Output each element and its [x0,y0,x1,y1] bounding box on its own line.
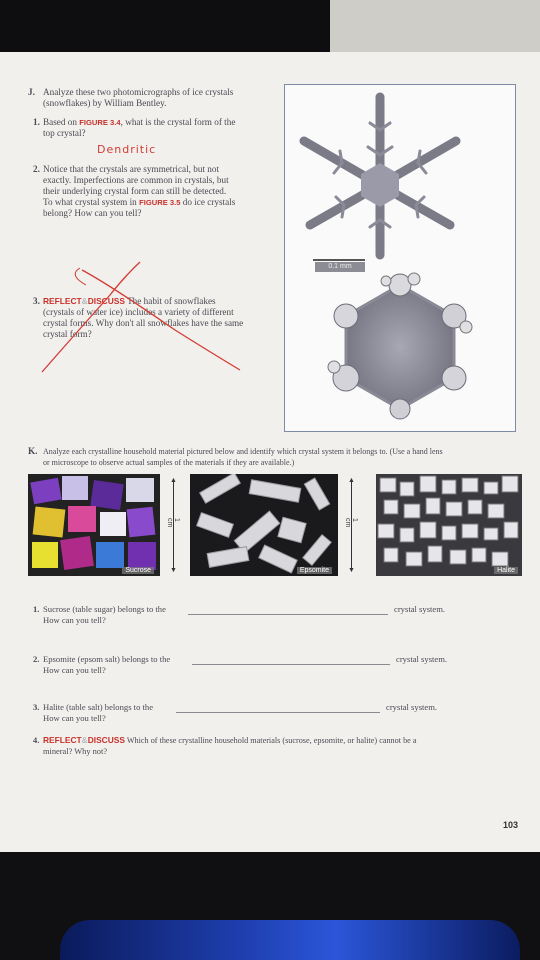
k-q2-suffix: crystal system. [396,654,448,664]
halite-crystals [376,474,522,576]
scale-label-1: 1 cm [166,518,180,528]
ampersand: & [81,296,88,306]
page-number: 103 [503,820,519,830]
q3-line4: crystal form? [43,329,92,339]
pen-stroke-3 [75,268,86,285]
k-q3-line2: How can you tell? [43,713,106,723]
k-q4-line1 [43,735,416,746]
q2-line5: belong? How can you tell? [43,208,142,218]
q1-line1-post: , what is the crystal form of the [120,117,236,127]
arrow-up-icon: ▲ [348,476,355,484]
epsomite-photo [190,474,338,576]
k-q2-number: 2. [33,654,40,664]
section-k-letter: K. [28,446,38,456]
pen-stroke-1 [82,270,240,370]
scale-arrow-1 [168,476,180,576]
k-q4-number: 4. [33,736,40,745]
section-j-intro-line1: Analyze these two photomicrographs of ice crystals [43,87,234,97]
k-q2-answer-blank [192,664,390,665]
reflect-label: REFLECT [43,296,82,306]
plate-snowflake [328,273,472,419]
handwritten-answer: Dendritic [97,143,157,156]
q1-line2: top crystal? [43,128,86,138]
arrow-down-icon: ▼ [170,566,177,574]
k-discuss-label: DISCUSS [87,735,125,745]
figure-ref-3-4: FIGURE 3.4 [79,118,121,127]
q1-number: 1. [33,117,40,127]
k-ampersand: & [81,735,88,745]
epsomite-crystals [190,474,338,576]
sucrose-caption: Sucrose [122,567,154,574]
q3-number: 3. [33,296,40,306]
q3-line1-text: The habit of snowflakes [127,296,216,306]
k-q1-line1: Sucrose (table sugar) belongs to the [43,604,166,614]
epsomite-caption: Epsomite [297,567,332,574]
q2-line4-pre: To what crystal system in [43,197,140,207]
section-j-intro-line2: (snowflakes) by William Bentley. [43,98,167,108]
snowflake-images [285,85,515,431]
k-q1-number: 1. [33,604,40,614]
k-q1-answer-blank [188,614,388,615]
q2-line1: Notice that the crystals are symmetrical, but not [43,164,220,174]
sucrose-crystals [28,474,160,576]
k-reflect-label: REFLECT [43,735,82,745]
k-q3-line1: Halite (table salt) belongs to the [43,702,154,712]
q2-number: 2. [33,164,40,174]
dendritic-snowflake [304,97,456,255]
q3-line3: crystal forms. Why don't all snowflakes have the same [43,318,244,328]
halite-caption: Halite [494,567,518,574]
discuss-label: DISCUSS [87,296,125,306]
k-q4-line2: mineral? Why not? [43,747,108,756]
scale-arrow-2 [346,476,358,576]
k-q3-answer-blank [176,712,380,713]
q2-line3: their underlying crystal form can still be detected. [43,186,227,196]
arrow-up-icon: ▲ [170,476,177,484]
section-k-intro-line1: Analyze each crystalline household material pictured below and identify which crystal system it belongs to. (Use a hand lens [43,447,443,456]
scale-label-2: 1 cm [344,518,358,528]
k-q2-line1: Epsomite (epsom salt) belongs to the [43,654,171,664]
snowflake-photomicrographs [284,84,516,432]
figure-ref-3-5: FIGURE 3.5 [139,198,181,207]
arrow-down-icon: ▼ [348,566,355,574]
q2-line4-post: do ice crystals [180,197,236,207]
k-q2-line2: How can you tell? [43,665,106,675]
k-q1-suffix: crystal system. [394,604,446,614]
q2-line2: exactly. Imperfections are common in crystals, but [43,175,229,185]
sucrose-photo [28,474,160,576]
k-q3-number: 3. [33,702,40,712]
k-q4-line1-text: Which of these crystalline household materials (sucrose, epsomite, or halite) cannot be a [126,736,417,745]
pen-stroke-2 [42,262,140,372]
q1-line1-pre: Based on [43,117,80,127]
scale-bar-label: 0.1 mm [315,262,365,272]
q3-line2: (crystals of water ice) includes a variety of different [43,307,234,317]
halite-photo [376,474,522,576]
k-q3-suffix: crystal system. [386,702,438,712]
section-k-intro-line2: or microscope to observe actual samples of the materials if they are available.) [43,458,295,467]
blue-object-foreground [60,920,520,960]
section-j-letter: J. [28,87,35,97]
k-q1-line2: How can you tell? [43,615,106,625]
